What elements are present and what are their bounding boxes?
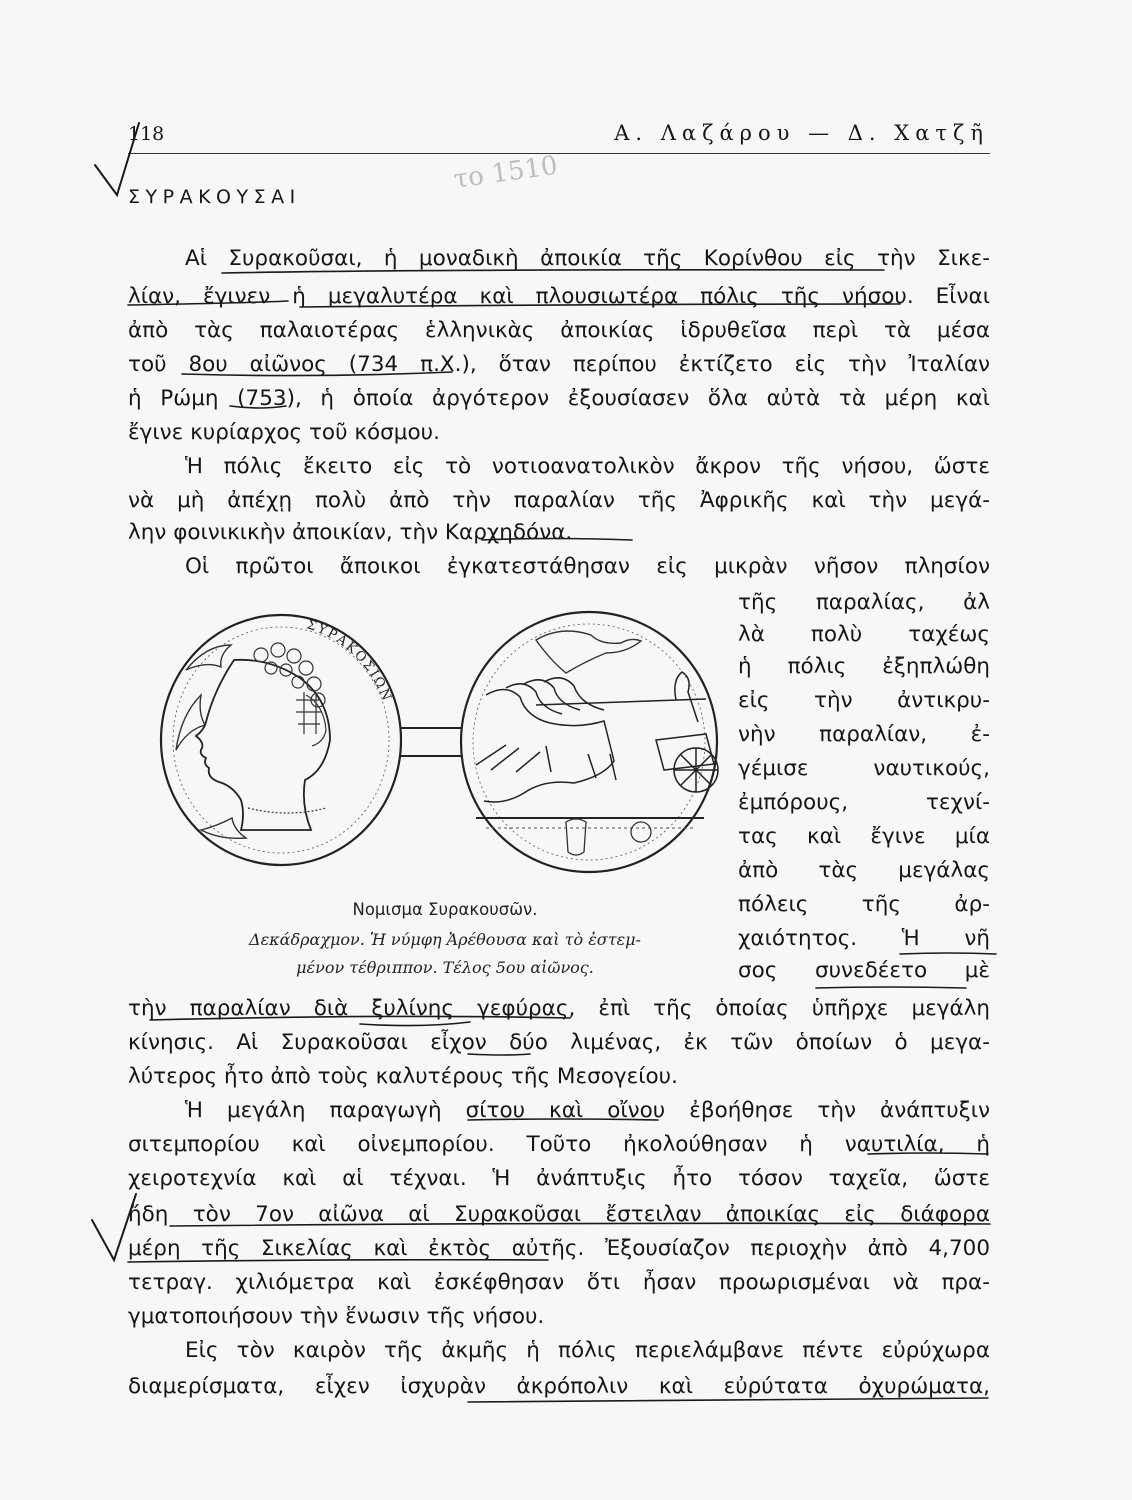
side-text-line: τῆς παραλίας, ἀλ [738, 590, 990, 615]
text-line: Αἱ Συρακοῦσαι, ἡ μοναδικὴ ἀποικία τῆς Κορίνθου εἰς τὴν Σικε- [185, 246, 990, 271]
side-text-line: νὴν παραλίαν, ἐ- [738, 722, 990, 747]
text-line: ἔγινε κυρίαρχος τοῦ κόσμου. [128, 420, 440, 445]
text-line: λην φοινικικὴν ἀποικίαν, τὴν Καρχηδόνα. [128, 520, 573, 545]
text-line: γματοποιήσουν τὴν ἕνωσιν τῆς νήσου. [128, 1304, 545, 1329]
text-line: τὴν παραλίαν διὰ ξυλίνης γεφύρας, ἐπὶ τῆς ὁποίας ὑπῆρχε μεγάλη [128, 996, 990, 1021]
running-title: Α. Λαζάρου — Δ. Χατζῆ [614, 121, 989, 145]
side-text-line: λὰ πολὺ ταχέως [738, 622, 990, 647]
text-line: διαμερίσματα, εἶχεν ἰσχυρὰν ἀκρόπολιν καὶ εὐρύτατα ὀχυρώματα, [128, 1374, 990, 1399]
text-line: Εἰς τὸν καιρὸν τῆς ἀκμῆς ἡ πόλις περιελάμβανε πέντε εὐρύχωρα [185, 1338, 990, 1363]
side-text-line: ἀπὸ τὰς μεγάλας [738, 858, 990, 883]
coin-reverse [461, 612, 718, 872]
side-text-line: τας καὶ ἔγινε μία [738, 824, 990, 849]
side-text-line: χαιότητος. Ἡ νῆ [738, 926, 990, 951]
section-title: ΣΥΡΑΚΟΥΣΑΙ [128, 186, 301, 208]
figure-caption: Νομισμα Συρακουσῶν. [352, 900, 538, 919]
side-text-line: πόλεις τῆς ἀρ- [738, 892, 990, 917]
side-text-line: ἡ πόλις ἐξηπλώθη [738, 654, 990, 679]
coin-illustration [156, 600, 734, 885]
side-text-line: γέμισε ναυτικούς, [738, 756, 990, 781]
pencil-note: το 1510 [451, 150, 560, 195]
text-line: κίνησις. Αἱ Συρακοῦσαι εἶχον δύο λιμένας, ἐκ τῶν ὁποίων ὁ μεγα- [128, 1030, 990, 1055]
coin-obverse [161, 615, 401, 865]
text-line: τοῦ 8ου αἰῶνος (734 π.Χ.), ὅταν περίπου ἐκτίζετο εἰς τὴν Ἰταλίαν [128, 352, 990, 377]
text-line: Ἡ μεγάλη παραγωγὴ σίτου καὶ οἴνου ἐβοήθησε τὴν ἀνάπτυξιν [185, 1098, 990, 1123]
header-rule [128, 153, 990, 154]
text-line: μέρη τῆς Σικελίας καὶ ἐκτὸς αὐτῆς. Ἐξουσίαζον περιοχὴν ἀπὸ 4,700 [128, 1236, 990, 1261]
text-line: ἀπὸ τὰς παλαιοτέρας ἑλληνικὰς ἀποικίας ἱδρυθεῖσα περὶ τὰ μέσα [128, 318, 990, 343]
text-line: ἤδη τὸν 7ον αἰῶνα αἱ Συρακοῦσαι ἔστειλαν ἀποικίας εἰς διάφορα [128, 1202, 990, 1227]
side-text-line: ἐμπόρους, τεχνί- [738, 790, 990, 815]
text-line: Ἡ πόλις ἔκειτο εἰς τὸ νοτιοανατολικὸν ἄκρον τῆς νήσου, ὥστε [185, 454, 990, 479]
page-number: 118 [128, 123, 165, 145]
svg-text:ΣΥΡΑΚΟΣΙΩΝ: ΣΥΡΑΚΟΣΙΩΝ [304, 617, 395, 705]
underline-mark [816, 987, 966, 988]
text-line: σιτεμπορίου καὶ οἰνεμπορίου. Τοῦτο ἠκολούθησαν ἡ ναυτιλία, ἡ [128, 1132, 990, 1157]
text-line: τετραγ. χιλιόμετρα καὶ ἐσκέφθησαν ὅτι ἦσαν προωρισμέναι νὰ πρα- [128, 1270, 990, 1295]
side-text-line: σος συνεδέετο μὲ [738, 958, 990, 983]
side-text-line: εἰς τὴν ἀντικρυ- [738, 688, 990, 713]
figure-caption: Δεκάδραχμον. Ἡ νύμφη Ἀρέθουσα καὶ τὸ ἐστεμ- [249, 930, 641, 949]
text-line: ἡ Ρώμη (753), ἡ ὁποία ἀργότερον ἐξουσίασεν ὅλα αὐτὰ τὰ μέρη καὶ [128, 386, 990, 411]
figure-caption: μένον τέθριππον. Τέλος 5ου αἰῶνος. [296, 958, 594, 977]
text-line: λίαν, ἔγινεν ἡ μεγαλυτέρα καὶ πλουσιωτέρα πόλις τῆς νήσου. Εἶναι [128, 284, 990, 309]
text-line: νὰ μὴ ἀπέχῃ πολὺ ἀπὸ τὴν παραλίαν τῆς Ἀφρικῆς καὶ τὴν μεγά- [128, 488, 990, 513]
text-line: Οἱ πρῶτοι ἄποικοι ἐγκατεστάθησαν εἰς μικρὰν νῆσον πλησίον [185, 554, 990, 579]
text-line: λύτερος ἦτο ἀπὸ τοὺς καλυτέρους τῆς Μεσογείου. [128, 1064, 678, 1089]
text-line: χειροτεχνία καὶ αἱ τέχναι. Ἡ ἀνάπτυξις ἦτο τόσον ταχεῖα, ὥστε [128, 1166, 990, 1191]
